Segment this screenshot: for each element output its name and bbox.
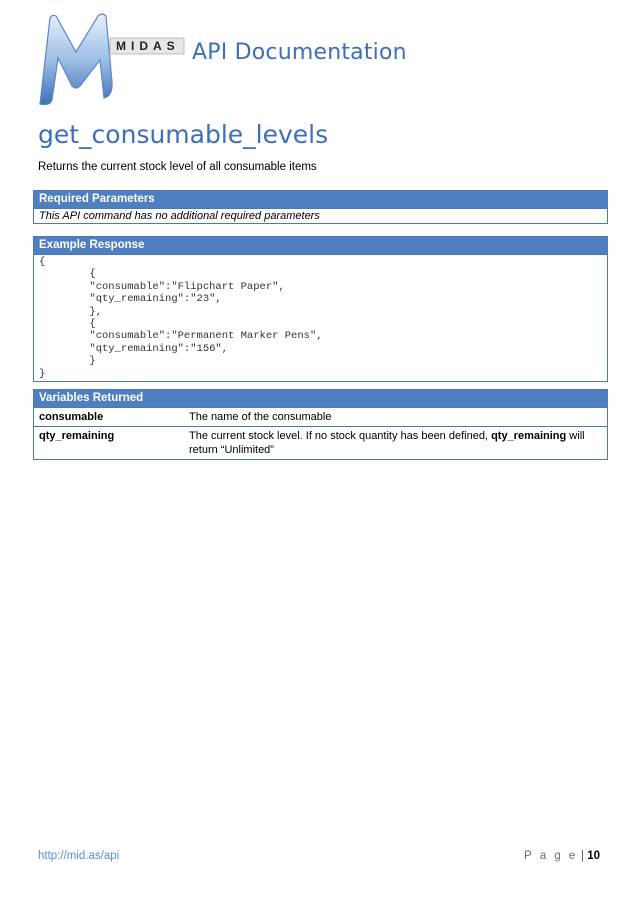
page-number: [524, 850, 600, 862]
page-separator: |: [581, 850, 584, 862]
page-label: P a g e: [524, 850, 578, 862]
variables-returned-heading: Variables Returned: [34, 390, 607, 407]
page-number-value: 10: [587, 850, 600, 862]
required-parameters-heading: Required Parameters: [34, 191, 607, 208]
midas-logo-text: MIDAS: [116, 39, 180, 53]
variable-description-part: The current stock level. If no stock quantity has been defined,: [189, 430, 492, 442]
example-response-section: [33, 236, 608, 382]
variable-name: consumable: [34, 408, 184, 427]
footer-link[interactable]: http://mid.as/api: [38, 850, 120, 862]
variables-table: [34, 407, 607, 459]
variable-description: The name of the consumable: [184, 408, 607, 427]
example-response-heading: Example Response: [34, 237, 607, 254]
variables-returned-section: [33, 389, 608, 460]
variable-description: [184, 427, 607, 460]
header-title: API Documentation: [192, 40, 407, 65]
command-description: Returns the current stock level of all consumable items: [38, 161, 317, 173]
example-response-code: { { "consumable":"Flipchart Paper", "qty_remaining":"23", }, { "consumable":"Permanent Marker Pens", "qty_remaining":"156", } }: [34, 254, 607, 381]
variable-description-part: will return “Unlimited”: [189, 430, 585, 456]
midas-logo-m-icon: [36, 12, 186, 107]
table-row: [34, 427, 607, 460]
table-row: [34, 408, 607, 427]
required-parameters-section: [33, 190, 608, 224]
required-parameters-text: This API command has no additional required parameters: [34, 208, 607, 223]
page-title: get_consumable_levels: [38, 120, 329, 149]
variable-name: qty_remaining: [34, 427, 184, 460]
variable-description-bold: qty_remaining: [491, 430, 567, 442]
midas-logo: [36, 12, 186, 107]
